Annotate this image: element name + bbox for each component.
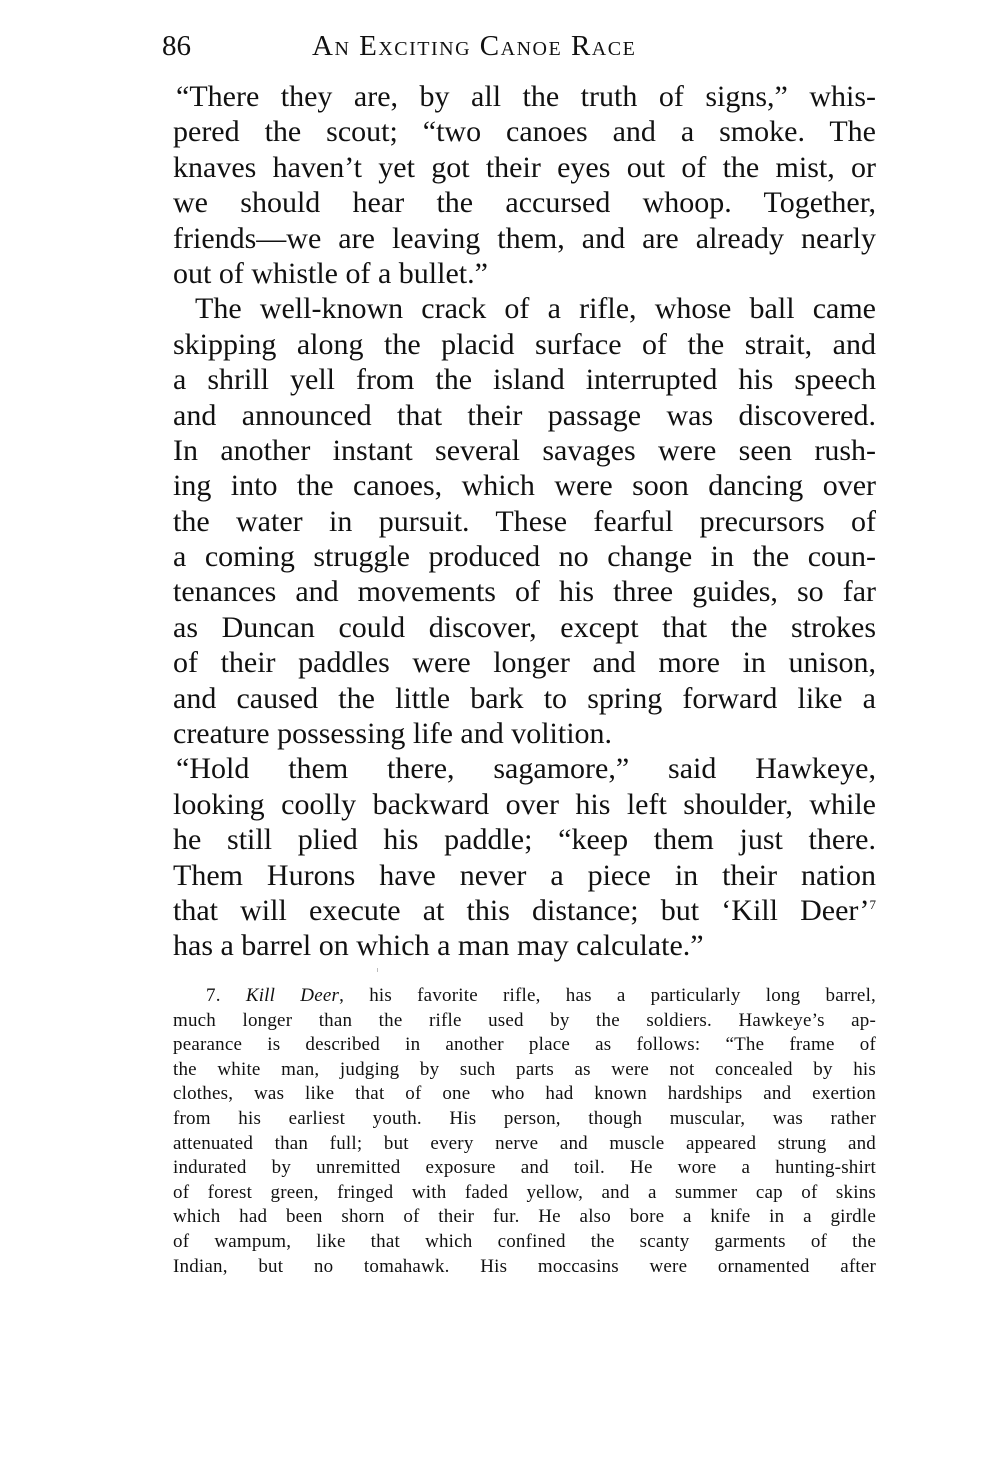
- footnote-line: pearance is described in another place as follows: “The frame of: [173, 1034, 876, 1056]
- text-line: [173, 574, 876, 609]
- text-line-content: of their paddles were longer and more in unison,: [173, 646, 876, 680]
- text-line-content: the water in pursuit. These fearful precursors of: [173, 504, 876, 538]
- text-line-content: and announced that their passage was discovered.: [173, 398, 876, 432]
- text-line-content: looking coolly backward over his left shoulder, while: [173, 787, 876, 821]
- text-line: [173, 645, 876, 680]
- text-line: [173, 928, 876, 963]
- footnote-line: [173, 984, 876, 1009]
- text-line: [173, 221, 876, 256]
- text-line: [173, 716, 876, 751]
- text-line: [173, 433, 876, 468]
- text-line: [173, 468, 876, 503]
- text-line: [173, 858, 876, 893]
- text-line: [173, 185, 876, 220]
- text-line: [173, 539, 876, 574]
- footnote-line: attenuated than full; but every nerve and muscle appeared strung and: [173, 1132, 876, 1154]
- text-line: [173, 504, 876, 539]
- footnote-line: Indian, but no tomahawk. His moccasins were ornamented after: [173, 1255, 876, 1277]
- text-line: [173, 327, 876, 362]
- text-line: [173, 398, 876, 433]
- text-line-content: “There they are, by all the truth of signs,” whis-: [176, 80, 876, 113]
- text-line-content: creature possessing life and volition.: [173, 717, 613, 751]
- text-line: [173, 150, 876, 185]
- text-line-content: we should hear the accursed whoop. Together,: [173, 186, 876, 220]
- body-text: [173, 79, 876, 964]
- text-line: [173, 681, 876, 716]
- text-line: [173, 362, 876, 397]
- text-line-content: tenances and movements of his three guides, so far: [173, 575, 876, 609]
- footnote-line: indurated by unremitted exposure and toil. He wore a hunting-shirt: [173, 1157, 876, 1179]
- text-line-content: a coming struggle produced no change in the coun-: [173, 540, 876, 574]
- page-number: 86: [162, 30, 191, 62]
- text-line-content: and caused the little bark to spring forward like a: [173, 681, 876, 715]
- text-line-content: out of whistle of a bullet.”: [173, 256, 488, 290]
- text-line: [173, 114, 876, 149]
- running-head-title: An Exciting Canoe Race: [312, 30, 637, 62]
- text-line-content: has a barrel on which a man may calculate.”: [173, 929, 704, 963]
- text-line-content: In another instant several savages were seen rush-: [173, 433, 876, 467]
- footnote: [173, 984, 876, 1279]
- text-line: [173, 787, 876, 822]
- text-line: [173, 79, 876, 114]
- text-line: [173, 893, 876, 928]
- text-line: [173, 256, 876, 291]
- footnote-line: much longer than the rifle used by the soldiers. Hawkeye’s ap-: [173, 1009, 876, 1031]
- text-line-content: knaves haven’t yet got their eyes out of the mist, or: [173, 150, 876, 184]
- footnote-line: of forest green, fringed with faded yellow, and a summer cap of skins: [173, 1181, 876, 1203]
- footnote-line: clothes, was like that of one who had known hardships and exertion: [173, 1083, 876, 1105]
- footnote-line: from his earliest youth. His person, though muscular, was rather: [173, 1107, 876, 1129]
- footnote-line: the white man, judging by such parts as were not concealed by his: [173, 1058, 876, 1080]
- text-line: [173, 751, 876, 786]
- text-line: [173, 291, 876, 326]
- text-line: [173, 822, 876, 857]
- footnote-line: of wampum, like that which confined the scanty garments of the: [173, 1230, 876, 1252]
- footnote-reference[interactable]: 7: [869, 896, 876, 912]
- footnote-text: , his favorite rifle, has a particularly long barrel,: [339, 985, 876, 1006]
- text-line-content: The well-known crack of a rifle, whose ball came: [195, 292, 876, 326]
- footnote-term: Kill Deer: [245, 985, 340, 1006]
- text-line-content: friends—we are leaving them, and are already nearly: [173, 221, 876, 255]
- footnote-rule: [377, 968, 378, 972]
- text-line-content: skipping along the placid surface of the strait, and: [173, 327, 876, 361]
- text-line-content: pered the scout; “two canoes and a smoke. The: [173, 115, 876, 149]
- text-line-content: ing into the canoes, which were soon dancing over: [173, 469, 876, 503]
- text-line-content: Them Hurons have never a piece in their nation: [173, 858, 876, 892]
- text-line-content: as Duncan could discover, except that the strokes: [173, 610, 876, 644]
- text-line-content: a shrill yell from the island interrupted his speech: [173, 363, 876, 397]
- text-line-content: that will execute at this distance; but ‘Kill Deer’: [173, 893, 870, 927]
- text-line-content: “Hold them there, sagamore,” said Hawkeye,: [176, 752, 876, 786]
- running-header: [162, 30, 876, 70]
- text-line: [173, 610, 876, 645]
- footnote-line: which had been shorn of their fur. He also bore a knife in a girdle: [173, 1206, 876, 1228]
- text-line-content: he still plied his paddle; “keep them just there.: [173, 823, 876, 857]
- footnote-number: 7.: [206, 985, 221, 1006]
